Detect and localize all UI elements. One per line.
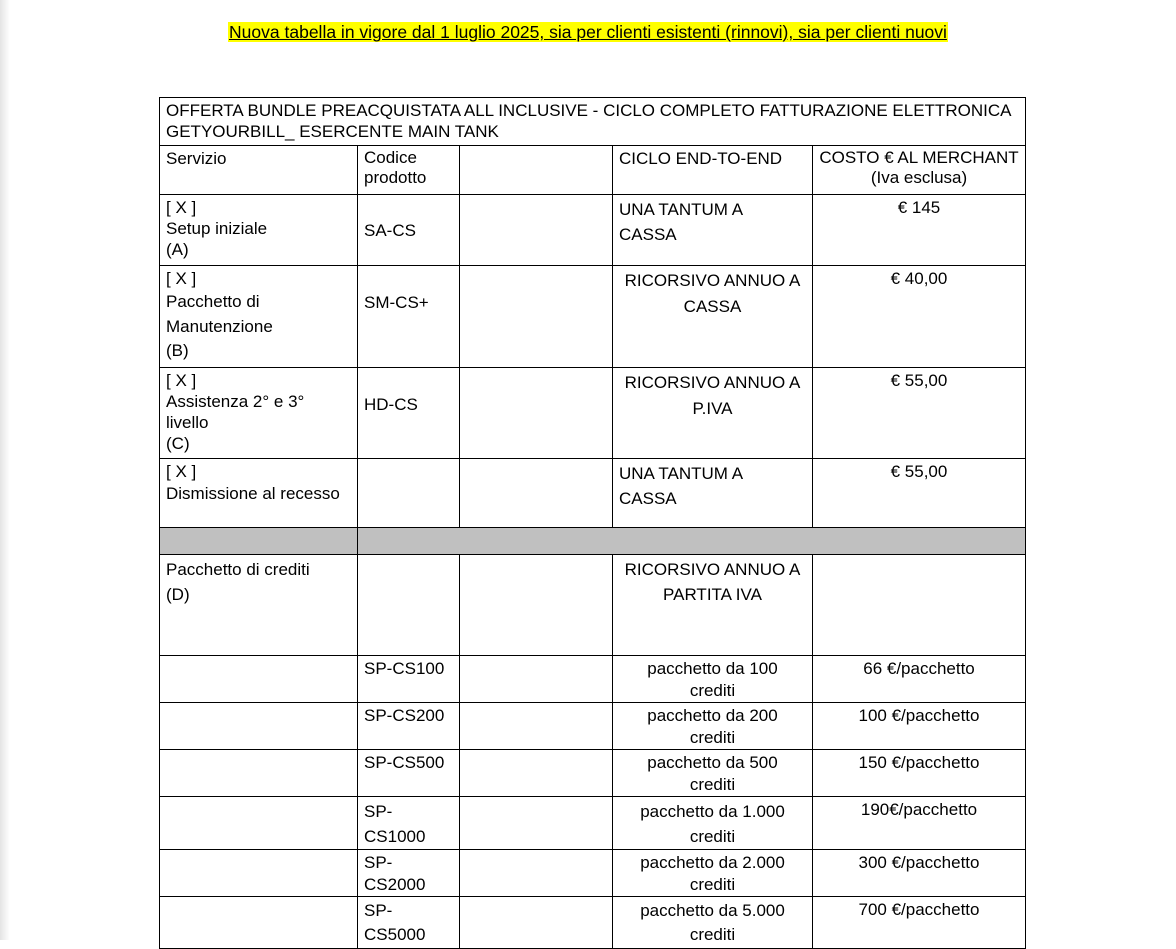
credits-service-cell: Pacchetto di crediti (D) — [160, 555, 358, 656]
table-row — [160, 850, 1026, 897]
table-title-row — [160, 98, 1026, 146]
checkbox-mark: [ X ] — [166, 198, 197, 217]
page-edge-shadow — [0, 0, 10, 940]
checkbox-mark: [ X ] — [166, 269, 197, 288]
table-row — [160, 195, 1026, 266]
package-code: SP- CS5000 — [358, 897, 460, 949]
cost-cell: € 55,00 — [813, 459, 1026, 528]
header-costo: COSTO € AL MERCHANT (Iva esclusa) — [813, 146, 1026, 195]
table-row — [160, 703, 1026, 750]
package-price: 66 €/pacchetto — [813, 656, 1026, 703]
checkbox-mark: [ X ] — [166, 462, 197, 481]
table-header-row — [160, 146, 1026, 195]
package-price: 150 €/pacchetto — [813, 750, 1026, 797]
header-ciclo: CICLO END-TO-END — [613, 146, 813, 195]
table-row — [160, 266, 1026, 368]
empty-cell — [160, 656, 358, 703]
empty-cell — [460, 703, 613, 750]
service-cell: [ X ] Dismissione al recesso — [160, 459, 358, 528]
table-row — [160, 368, 1026, 459]
empty-cell — [460, 266, 613, 368]
package-code: SP- CS1000 — [358, 797, 460, 850]
cost-cell: € 40,00 — [813, 266, 1026, 368]
cost-cell: € 55,00 — [813, 368, 1026, 459]
package-price: 300 €/pacchetto — [813, 850, 1026, 897]
notice-text: Nuova tabella in vigore dal 1 luglio 2025, sia per clienti esistenti (rinnovi), sia per clienti nuovi — [229, 22, 947, 42]
package-description: pacchetto da 2.000 crediti — [613, 850, 813, 897]
product-code: SA-CS — [358, 195, 460, 266]
cycle-cell: RICORSIVO ANNUO A CASSA — [613, 266, 813, 368]
header-servizio: Servizio — [160, 146, 358, 195]
package-code: SP- CS2000 — [358, 850, 460, 897]
table-title: OFFERTA BUNDLE PREACQUISTATA ALL INCLUSIVE - CICLO COMPLETO FATTURAZIONE ELETTRONICA GETYOURBILL_ ESERCENTE MAIN TANK — [160, 98, 1026, 146]
empty-cell — [460, 797, 613, 850]
table-row — [160, 656, 1026, 703]
checkbox-mark: [ X ] — [166, 371, 197, 390]
empty-cell — [813, 555, 1026, 656]
empty-cell — [160, 797, 358, 850]
header-empty — [460, 146, 613, 195]
empty-cell — [460, 897, 613, 949]
empty-cell — [160, 850, 358, 897]
table-row — [160, 459, 1026, 528]
table-row — [160, 797, 1026, 850]
cost-cell: € 145 — [813, 195, 1026, 266]
empty-cell — [460, 555, 613, 656]
package-code: SP-CS200 — [358, 703, 460, 750]
table-row — [160, 555, 1026, 656]
separator-cell — [358, 528, 1026, 555]
product-code: SM-CS+ — [358, 266, 460, 368]
empty-cell — [460, 459, 613, 528]
package-description: pacchetto da 1.000 crediti — [613, 797, 813, 850]
empty-cell — [460, 656, 613, 703]
empty-cell — [358, 555, 460, 656]
product-code — [358, 459, 460, 528]
empty-cell — [460, 368, 613, 459]
package-description: pacchetto da 500 crediti — [613, 750, 813, 797]
package-description: pacchetto da 200 crediti — [613, 703, 813, 750]
notice-banner — [0, 22, 1176, 43]
empty-cell — [160, 897, 358, 949]
cycle-cell: RICORSIVO ANNUO A PARTITA IVA — [613, 555, 813, 656]
package-price: 190€/pacchetto — [813, 797, 1026, 850]
product-code: HD-CS — [358, 368, 460, 459]
service-cell: [ X ] Setup iniziale (A) — [160, 195, 358, 266]
separator-cell — [160, 528, 358, 555]
package-price: 700 €/pacchetto — [813, 897, 1026, 949]
package-description: pacchetto da 5.000 crediti — [613, 897, 813, 949]
service-cell: [ X ] Pacchetto di Manutenzione (B) — [160, 266, 358, 368]
package-code: SP-CS100 — [358, 656, 460, 703]
cycle-cell: UNA TANTUM A CASSA — [613, 195, 813, 266]
package-code: SP-CS500 — [358, 750, 460, 797]
table-row — [160, 750, 1026, 797]
empty-cell — [460, 850, 613, 897]
price-table — [159, 97, 1026, 949]
empty-cell — [460, 195, 613, 266]
separator-row — [160, 528, 1026, 555]
table-row — [160, 897, 1026, 949]
empty-cell — [160, 703, 358, 750]
empty-cell — [460, 750, 613, 797]
cycle-cell: UNA TANTUM A CASSA — [613, 459, 813, 528]
package-price: 100 €/pacchetto — [813, 703, 1026, 750]
empty-cell — [160, 750, 358, 797]
service-cell: [ X ] Assistenza 2° e 3° livello (C) — [160, 368, 358, 459]
package-description: pacchetto da 100 crediti — [613, 656, 813, 703]
header-codice: Codice prodotto — [358, 146, 460, 195]
cycle-cell: RICORSIVO ANNUO A P.IVA — [613, 368, 813, 459]
